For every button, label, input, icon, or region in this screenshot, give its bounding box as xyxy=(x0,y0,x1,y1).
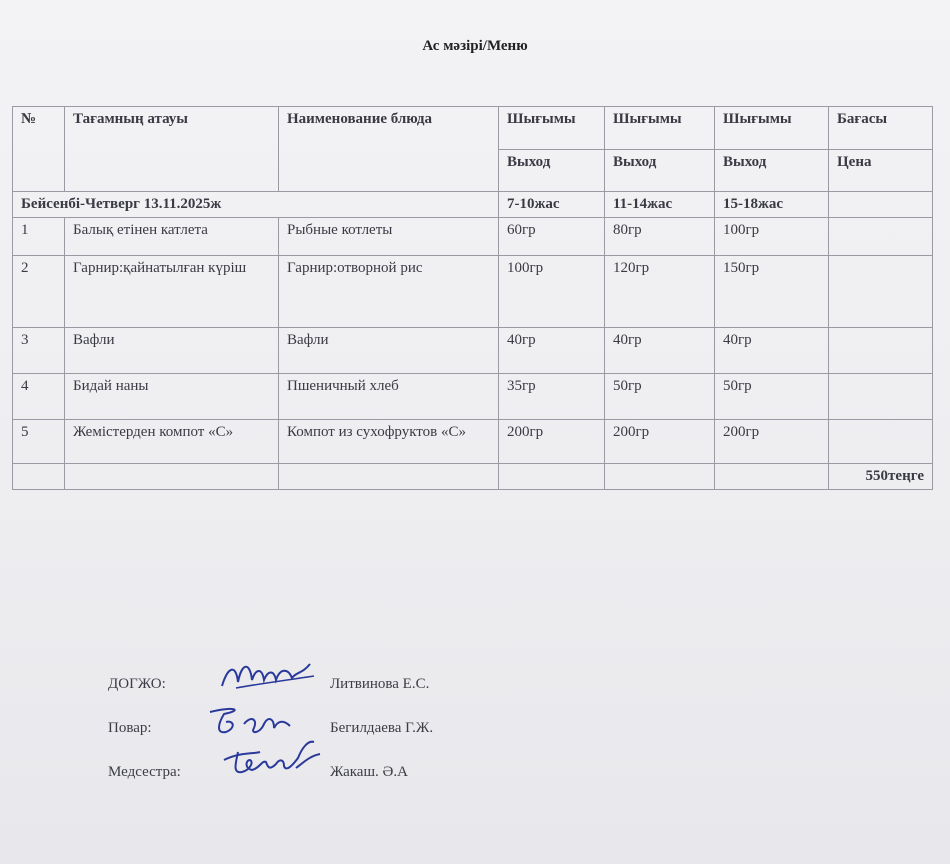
row-name-ru: Компот из сухофруктов «С» xyxy=(279,420,499,464)
header-name-ru: Наименование блюда xyxy=(279,107,499,192)
row-yield-1: 35гр xyxy=(499,374,605,420)
table-row xyxy=(13,420,933,464)
age-group-1: 7-10жас xyxy=(499,192,605,218)
row-yield-3: 100гр xyxy=(715,218,829,256)
header-price-ru: Цена xyxy=(829,150,933,192)
row-price xyxy=(829,420,933,464)
header-row-kz xyxy=(13,107,933,150)
age-group-2: 11-14жас xyxy=(605,192,715,218)
person-name: Бегилдаева Г.Ж. xyxy=(330,720,434,736)
total-empty xyxy=(499,464,605,490)
handwritten-signature xyxy=(204,706,294,740)
age-group-3: 15-18жас xyxy=(715,192,829,218)
row-num: 4 xyxy=(13,374,65,420)
day-label: Бейсенбі-Четверг 13.11.2025ж xyxy=(13,192,499,218)
row-price xyxy=(829,374,933,420)
table-row xyxy=(13,256,933,328)
header-yield-kz-2: Шығымы xyxy=(605,107,715,150)
total-price: 550теңге xyxy=(829,464,933,490)
row-price xyxy=(829,328,933,374)
role-label: ДОГЖО: xyxy=(108,676,166,692)
header-name-kz: Тағамның атауы xyxy=(65,107,279,192)
total-empty xyxy=(715,464,829,490)
header-price-kz: Бағасы xyxy=(829,107,933,150)
table-row xyxy=(13,374,933,420)
table-row xyxy=(13,218,933,256)
row-yield-3: 40гр xyxy=(715,328,829,374)
row-name-ru: Вафли xyxy=(279,328,499,374)
row-price xyxy=(829,218,933,256)
header-yield-kz-1: Шығымы xyxy=(499,107,605,150)
row-name-kz: Гарнир:қайнатылған күріш xyxy=(65,256,279,328)
day-row xyxy=(13,192,933,218)
row-num: 1 xyxy=(13,218,65,256)
total-empty xyxy=(65,464,279,490)
header-yield-kz-3: Шығымы xyxy=(715,107,829,150)
header-yield-ru-1: Выход xyxy=(499,150,605,192)
row-yield-3: 150гр xyxy=(715,256,829,328)
table-row xyxy=(13,328,933,374)
row-yield-2: 40гр xyxy=(605,328,715,374)
page-title: Ас мәзірі/Меню xyxy=(422,38,528,54)
header-yield-ru-2: Выход xyxy=(605,150,715,192)
row-yield-1: 40гр xyxy=(499,328,605,374)
row-yield-2: 50гр xyxy=(605,374,715,420)
age-price-empty xyxy=(829,192,933,218)
row-name-ru: Пшеничный хлеб xyxy=(279,374,499,420)
role-label: Повар: xyxy=(108,720,152,736)
row-yield-1: 60гр xyxy=(499,218,605,256)
row-yield-3: 200гр xyxy=(715,420,829,464)
row-num: 3 xyxy=(13,328,65,374)
total-row xyxy=(13,464,933,490)
row-yield-3: 50гр xyxy=(715,374,829,420)
handwritten-signature xyxy=(220,738,330,784)
handwritten-signature xyxy=(218,658,318,694)
row-price xyxy=(829,256,933,328)
row-name-kz: Бидай наны xyxy=(65,374,279,420)
row-num: 5 xyxy=(13,420,65,464)
person-name: Жакаш. Ә.А xyxy=(330,764,408,780)
row-name-ru: Гарнир:отворной рис xyxy=(279,256,499,328)
row-yield-2: 80гр xyxy=(605,218,715,256)
role-label: Медсестра: xyxy=(108,764,181,780)
row-yield-2: 200гр xyxy=(605,420,715,464)
header-num: № xyxy=(13,107,65,192)
row-name-kz: Жемістерден компот «С» xyxy=(65,420,279,464)
row-name-kz: Вафли xyxy=(65,328,279,374)
row-yield-1: 100гр xyxy=(499,256,605,328)
menu-table xyxy=(12,106,933,490)
row-name-ru: Рыбные котлеты xyxy=(279,218,499,256)
row-yield-1: 200гр xyxy=(499,420,605,464)
header-yield-ru-3: Выход xyxy=(715,150,829,192)
row-name-kz: Балық етінен катлета xyxy=(65,218,279,256)
total-empty xyxy=(279,464,499,490)
total-empty xyxy=(605,464,715,490)
total-empty xyxy=(13,464,65,490)
row-yield-2: 120гр xyxy=(605,256,715,328)
person-name: Литвинова Е.С. xyxy=(330,676,430,692)
row-num: 2 xyxy=(13,256,65,328)
